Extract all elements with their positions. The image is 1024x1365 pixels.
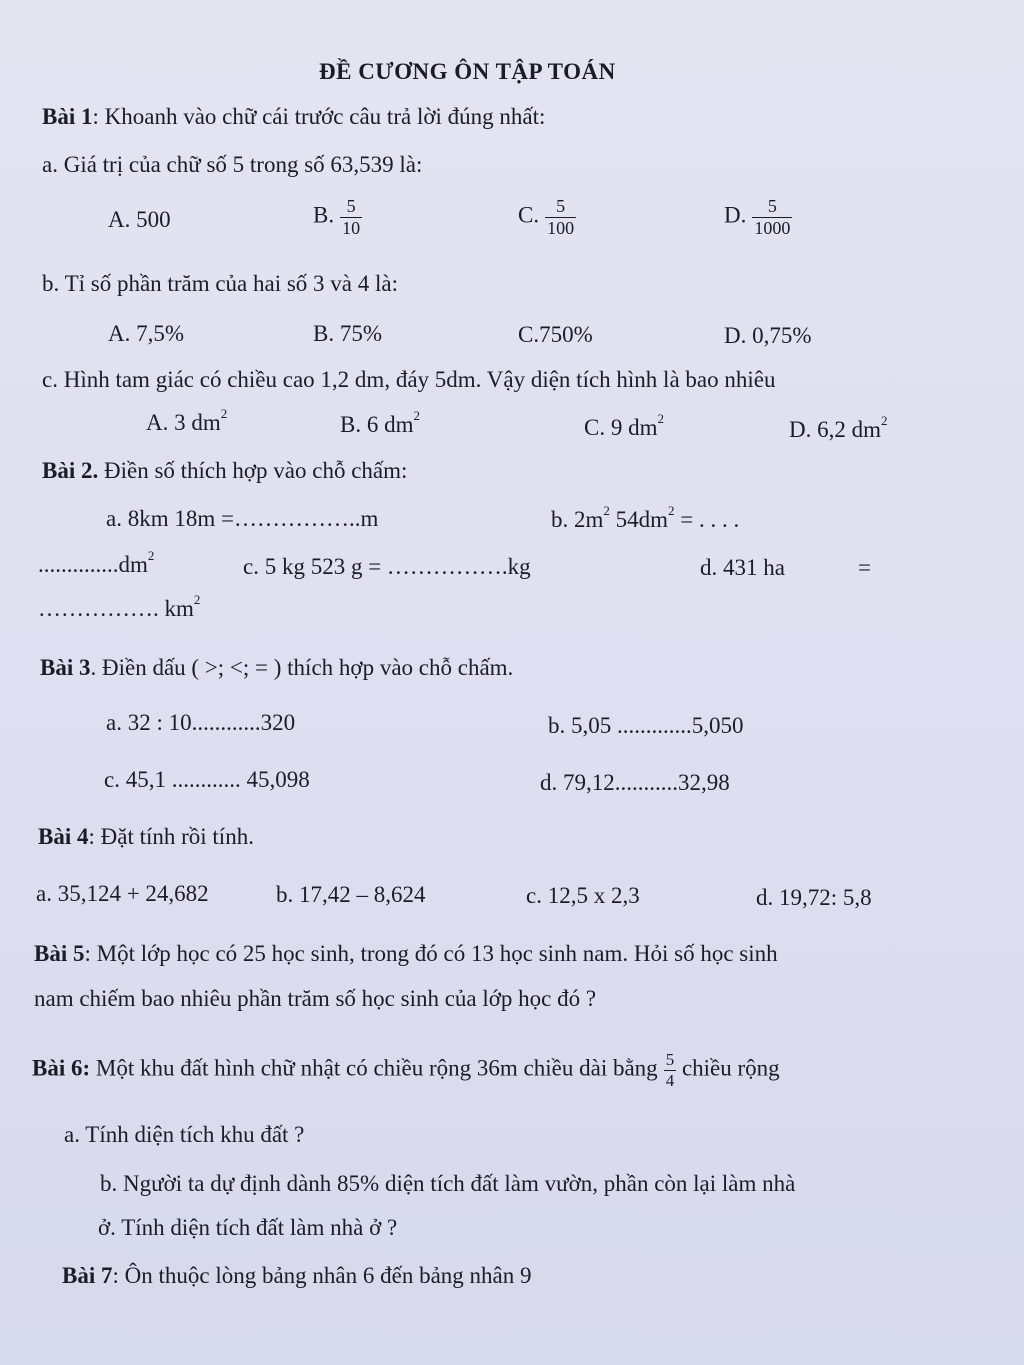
bai2-d-equals: = <box>858 555 871 580</box>
bai6-b-line2: ở. Tính diện tích đất làm nhà ở ? <box>98 1215 398 1240</box>
bai3-heading <box>40 656 513 679</box>
bai2-label: Bài 2. <box>42 458 99 483</box>
bai3-a: a. 32 : 10............320 <box>106 710 296 735</box>
bai1-c-option-a <box>146 406 228 435</box>
fraction <box>340 196 362 238</box>
bai1-c-option-b <box>340 408 420 437</box>
bai2-d-continuation <box>38 592 201 621</box>
bai1-b-option-b: B. 75% <box>313 321 382 346</box>
exponent: 2 <box>657 411 664 426</box>
bai4-a: a. 35,124 + 24,682 <box>36 881 209 906</box>
option-prefix: B. <box>313 202 335 228</box>
bai2-b <box>551 503 740 532</box>
bai2-b-part1: b. 2m <box>551 507 604 532</box>
exponent: 2 <box>668 503 675 518</box>
fraction-numerator: 5 <box>340 196 362 218</box>
fraction-numerator: 5 <box>545 196 576 218</box>
bai1-c-option-d <box>789 413 888 442</box>
bai2-b-part3: = . . . . <box>674 507 740 532</box>
bai7-label: Bài 7 <box>62 1263 113 1288</box>
bai2-b-part2: 54dm <box>609 507 669 532</box>
fraction-numerator: 5 <box>752 196 792 218</box>
bai1-a-question: a. Giá trị của chữ số 5 trong số 63,539 là: <box>42 152 423 177</box>
bai2-d: d. 431 ha <box>700 555 785 580</box>
option-text: D. 6,2 dm <box>789 417 881 442</box>
bai1-a-option-d <box>724 196 792 238</box>
bai4-d: d. 19,72: 5,8 <box>756 885 872 910</box>
fraction-denominator: 1000 <box>754 217 791 238</box>
fraction-numerator: 5 <box>665 1050 675 1069</box>
bai1-c-option-c <box>584 411 664 440</box>
bai1-b-option-a: A. 7,5% <box>108 321 185 346</box>
bai2-b-continuation <box>38 548 155 577</box>
bai2-instruction: Điền số thích hợp vào chỗ chấm: <box>103 458 408 483</box>
exponent: 2 <box>413 408 420 423</box>
option-prefix: D. <box>724 202 747 228</box>
bai5-text: : Một lớp học có 25 học sinh, trong đó có 13 học sinh nam. Hỏi số học sinh <box>84 941 778 966</box>
bai6-line1 <box>32 1050 780 1090</box>
exponent: 2 <box>881 413 888 428</box>
bai3-d: d. 79,12...........32,98 <box>540 770 730 795</box>
bai7-text: : Ôn thuộc lòng bảng nhân 6 đến bảng nhân 9 <box>112 1263 532 1288</box>
bai3-b: b. 5,05 .............5,050 <box>548 713 744 738</box>
bai6-a: a. Tính diện tích khu đất ? <box>64 1122 305 1147</box>
exponent: 2 <box>220 406 228 421</box>
option-prefix: C. <box>518 202 540 228</box>
bai2-heading <box>42 459 407 482</box>
option-text: C. 9 dm <box>584 415 658 440</box>
bai4-b: b. 17,42 – 8,624 <box>276 882 426 907</box>
bai5-label: Bài 5 <box>34 941 85 966</box>
bai6-text: Một khu đất hình chữ nhật có chiều rộng 36m chiều dài bằng <box>90 1055 658 1081</box>
bai3-instruction: . Điền dấu ( >; <; = ) thích hợp vào chỗ chấm. <box>90 655 514 680</box>
bai4-c: c. 12,5 x 2,3 <box>526 883 640 908</box>
fraction <box>664 1050 677 1090</box>
option-text: A. 3 dm <box>146 410 221 435</box>
bai1-b-question: b. Tỉ số phần trăm của hai số 3 và 4 là: <box>42 271 398 296</box>
bai6-b-line1: b. Người ta dự định dành 85% diện tích đất làm vườn, phần còn lại làm nhà <box>100 1171 796 1196</box>
page-title: ĐỀ CƯƠNG ÔN TẬP TOÁN <box>319 59 616 84</box>
bai5-line1 <box>34 942 778 965</box>
bai2-a: a. 8km 18m =……………..m <box>106 506 379 531</box>
fraction <box>752 196 792 238</box>
fraction-denominator: 4 <box>665 1070 675 1090</box>
bai3-c: c. 45,1 ............ 45,098 <box>104 767 310 792</box>
bai1-c-question: c. Hình tam giác có chiều cao 1,2 dm, đáy 5dm. Vậy diện tích hình là bao nhiêu <box>42 367 776 392</box>
bai4-heading <box>38 825 254 848</box>
fraction-denominator: 100 <box>547 217 575 238</box>
bai1-b-option-d: D. 0,75% <box>724 323 812 348</box>
bai1-heading <box>42 105 545 128</box>
bai1-a-option-a: A. 500 <box>108 207 171 232</box>
bai1-instruction: : Khoanh vào chữ cái trước câu trả lời đúng nhất: <box>92 104 546 129</box>
bai1-label: Bài 1 <box>42 104 93 129</box>
bai2-c: c. 5 kg 523 g = …………….kg <box>243 554 531 579</box>
bai1-a-option-b <box>313 196 362 238</box>
exponent: 2 <box>603 503 610 518</box>
fraction <box>545 196 576 238</box>
bai7-heading <box>62 1264 532 1287</box>
exponent: 2 <box>147 548 155 563</box>
bai3-label: Bài 3 <box>40 655 91 680</box>
bai1-b-option-c: C.750% <box>518 322 593 347</box>
exponent: 2 <box>193 592 201 607</box>
bai2-b-blank: ..............dm <box>38 552 148 577</box>
option-text: B. 6 dm <box>340 412 414 437</box>
bai4-label: Bài 4 <box>38 824 89 849</box>
bai2-d-blank: ……………. km <box>38 596 194 621</box>
bai6-text-end: chiều rộng <box>676 1055 780 1081</box>
fraction-denominator: 10 <box>342 217 361 238</box>
bai6-label: Bài 6: <box>32 1055 91 1081</box>
bai4-instruction: : Đặt tính rồi tính. <box>88 824 254 849</box>
bai5-line2: nam chiếm bao nhiêu phần trăm số học sinh của lớp học đó ? <box>34 986 597 1011</box>
bai1-a-option-c <box>518 196 576 238</box>
